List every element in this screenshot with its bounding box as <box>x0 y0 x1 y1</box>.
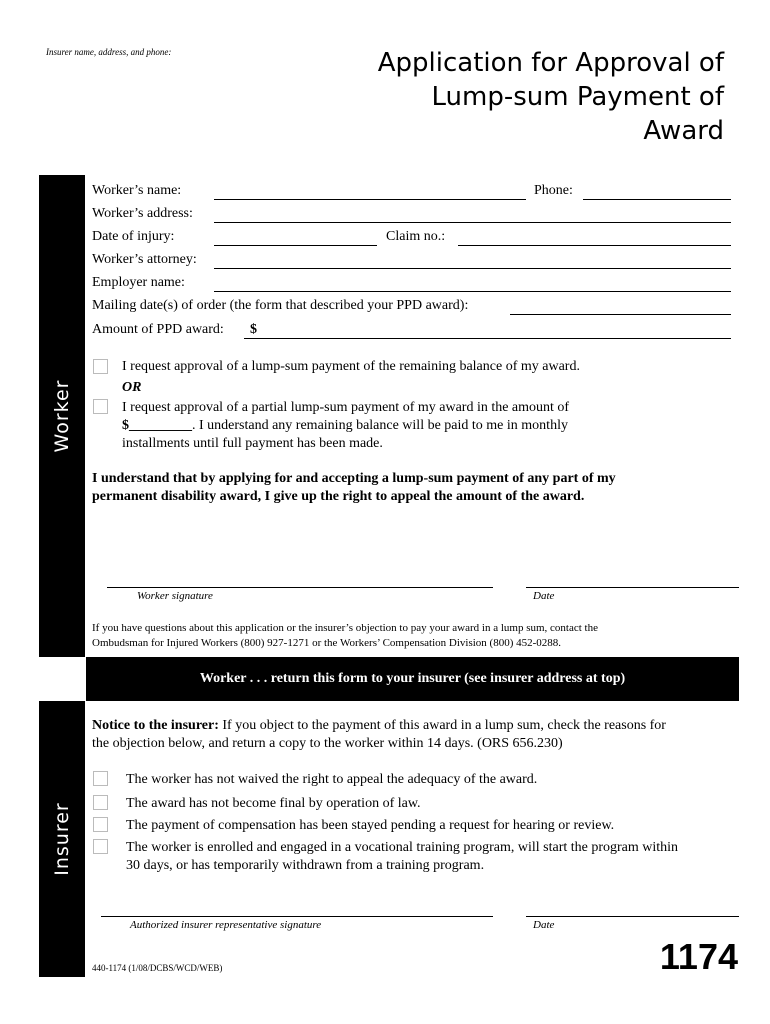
insurer-date-label: Date <box>533 919 555 931</box>
worker-signature-label: Worker signature <box>137 590 213 602</box>
objection-4-line-1: The worker is enrolled and engaged in a vocational training program, will start the program within <box>126 840 679 855</box>
insurer-signature-line[interactable] <box>101 916 493 917</box>
mailing-dates-label: Mailing date(s) of order (the form that described your PPD award): <box>92 298 469 313</box>
full-lump-sum-checkbox[interactable] <box>93 359 108 374</box>
worker-attorney-label: Worker’s attorney: <box>92 252 197 267</box>
objection-3-checkbox[interactable] <box>93 817 108 832</box>
form-code: 440-1174 (1/08/DCBS/WCD/WEB) <box>92 963 223 973</box>
questions-text <box>92 621 742 651</box>
insurer-sidebar <box>39 701 85 977</box>
partial-line-2-rest: . I understand any remaining balance will be paid to me in monthly <box>192 418 568 433</box>
insurer-signature-label: Authorized insurer representative signature <box>130 919 322 931</box>
insurer-header-label: Insurer name, address, and phone: <box>46 47 172 57</box>
title-line-2: Lump-sum Payment of <box>431 82 724 112</box>
objection-3-text: The payment of compensation has been stayed pending a request for hearing or review. <box>126 818 615 833</box>
partial-line-3: installments until full payment has been made. <box>122 436 383 451</box>
or-label: OR <box>122 380 142 395</box>
form-title <box>284 46 724 148</box>
worker-address-label: Worker’s address: <box>92 206 193 221</box>
worker-signature-line[interactable] <box>107 587 493 588</box>
notice-lead: Notice to the insurer: <box>92 718 219 733</box>
objection-1-checkbox[interactable] <box>93 771 108 786</box>
form-number: 1174 <box>659 936 738 977</box>
partial-line-1: I request approval of a partial lump-sum payment of my award in the amount of <box>122 400 570 415</box>
notice-to-insurer <box>92 717 742 753</box>
notice-line-1 <box>92 717 742 735</box>
objection-4-text <box>126 839 736 875</box>
partial-lump-sum-checkbox[interactable] <box>93 399 108 414</box>
title-line-1: Application for Approval of <box>377 48 724 78</box>
understanding-line-2: permanent disability award, I give up the right to appeal the amount of the award. <box>92 489 585 504</box>
insurer-date-line[interactable] <box>526 916 739 917</box>
partial-line-2 <box>122 417 722 435</box>
partial-amount-blank[interactable]: $_________ <box>122 418 192 433</box>
date-of-injury-label: Date of injury: <box>92 229 175 244</box>
notice-line-2: the objection below, and return a copy to the worker within 14 days. (ORS 656.230) <box>92 736 563 751</box>
questions-line-2: Ombudsman for Injured Workers (800) 927-1271 or the Workers’ Compensation Division (800) 452-0288. <box>92 637 562 649</box>
date-of-injury-field[interactable] <box>214 245 377 246</box>
worker-attorney-field[interactable] <box>214 268 731 269</box>
worker-name-field[interactable] <box>214 199 526 200</box>
ppd-amount-field[interactable] <box>244 338 731 339</box>
objection-2-text: The award has not become final by operation of law. <box>126 796 421 811</box>
worker-date-line[interactable] <box>526 587 739 588</box>
objection-4-checkbox[interactable] <box>93 839 108 854</box>
phone-label: Phone: <box>534 183 573 198</box>
claim-no-label: Claim no.: <box>386 229 446 244</box>
ppd-amount-label: Amount of PPD award: <box>92 322 224 337</box>
worker-sidebar <box>39 175 85 657</box>
objection-2-checkbox[interactable] <box>93 795 108 810</box>
mailing-dates-field[interactable] <box>510 314 731 315</box>
worker-name-label: Worker’s name: <box>92 183 182 198</box>
ppd-dollar-sign: $ <box>250 322 257 337</box>
worker-sidebar-label: Worker <box>51 379 73 453</box>
questions-line-1: If you have questions about this application or the insurer’s objection to pay your award in a lump sum, contact the <box>92 622 598 634</box>
employer-name-label: Employer name: <box>92 275 185 290</box>
notice-line-1-rest: If you object to the payment of this award in a lump sum, check the reasons for <box>218 718 666 733</box>
objection-4-line-2: 30 days, or has temporarily withdrawn from a training program. <box>126 858 485 873</box>
title-line-3: Award <box>643 116 724 146</box>
worker-date-label: Date <box>533 590 555 602</box>
full-lump-sum-text: I request approval of a lump-sum payment of the remaining balance of my award. <box>122 359 580 374</box>
claim-no-field[interactable] <box>458 245 731 246</box>
return-form-banner: Worker . . . return this form to your insurer (see insurer address at top) <box>86 657 739 701</box>
partial-lump-sum-text <box>122 399 722 453</box>
phone-field[interactable] <box>583 199 731 200</box>
worker-address-field[interactable] <box>214 222 731 223</box>
objection-1-text: The worker has not waived the right to appeal the adequacy of the award. <box>126 772 538 787</box>
employer-name-field[interactable] <box>214 291 731 292</box>
understanding-statement <box>92 470 732 506</box>
insurer-sidebar-label: Insurer <box>51 802 73 876</box>
understanding-line-1: I understand that by applying for and accepting a lump-sum payment of any part of my <box>92 471 616 486</box>
